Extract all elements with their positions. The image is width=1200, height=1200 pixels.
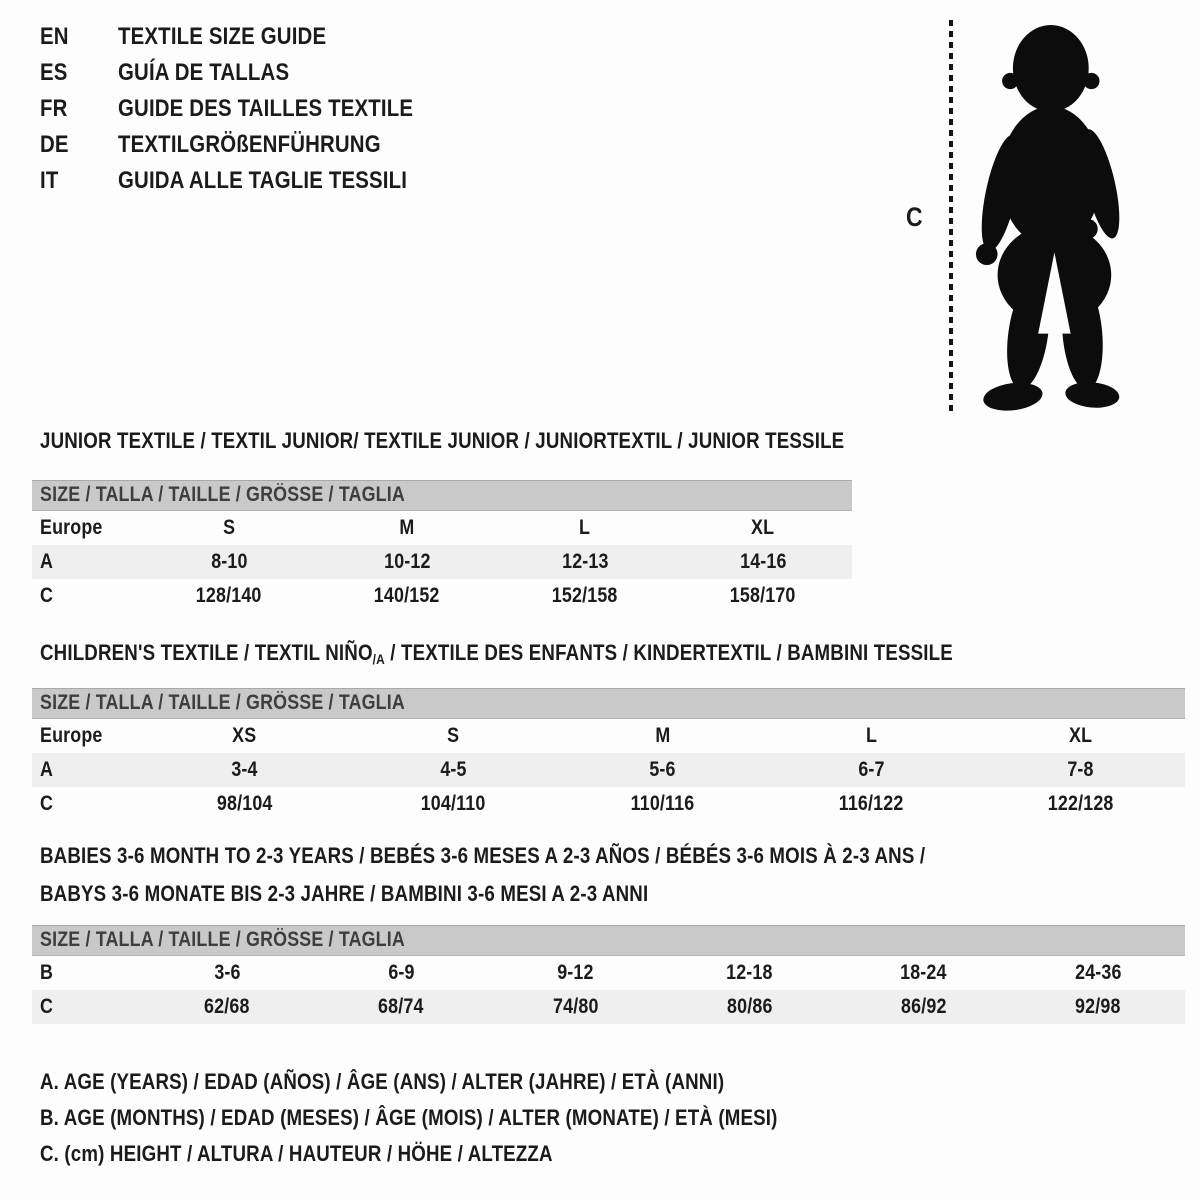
size-header-bar [32, 480, 852, 511]
row-label: C [40, 584, 54, 607]
table-row-height [32, 579, 852, 613]
babies-title-text-line2: BABYS 3-6 MONATE BIS 2-3 JAHRE / BAMBINI 3-6 MESI A 2-3 ANNI [40, 881, 649, 906]
age-cell: 3-4 [231, 758, 258, 781]
junior-section-title [40, 428, 986, 454]
age-cell: 14-16 [739, 550, 787, 573]
height-measure-dashed-line [949, 20, 953, 416]
row-label: Europe [40, 516, 103, 539]
age-cell: 24-36 [1074, 961, 1122, 984]
guide-title: GUÍA DE TALLAS [118, 59, 290, 86]
legend-line-a [40, 1064, 908, 1100]
junior-section-title-text: JUNIOR TEXTILE / TEXTIL JUNIOR/ TEXTILE JUNIOR / JUNIORTEXTIL / JUNIOR TESSILE [40, 428, 845, 453]
height-cell: 68/74 [378, 995, 424, 1018]
size-header-bar [32, 925, 1185, 956]
junior-size-table [32, 480, 852, 613]
age-cell: 6-7 [858, 758, 885, 781]
row-label: A [40, 758, 54, 781]
table-row-age [32, 545, 852, 579]
age-cell: 12-13 [561, 550, 609, 573]
legend-text-a: A. AGE (YEARS) / EDAD (AÑOS) / ÂGE (ANS) / ALTER (JAHRE) / ETÀ (ANNI) [40, 1069, 725, 1094]
row-label: A [40, 550, 54, 573]
size-cell: M [654, 724, 671, 747]
babies-title-text-line1: BABIES 3-6 MONTH TO 2-3 YEARS / BEBÉS 3-6 MESES A 2-3 AÑOS / BÉBÉS 3-6 MOIS À 2-3 ANS / [40, 843, 926, 868]
height-cell: 110/116 [630, 792, 695, 815]
guide-title: TEXTILE SIZE GUIDE [118, 23, 327, 50]
size-cell: M [399, 516, 415, 539]
age-cell: 12-18 [726, 961, 773, 984]
size-cell: S [447, 724, 460, 747]
age-cell: 10-12 [383, 550, 431, 573]
height-cell: 92/98 [1075, 995, 1121, 1018]
height-cell: 86/92 [900, 995, 947, 1018]
legend-line-b [40, 1100, 908, 1136]
children-section-title-text: CHILDREN'S TEXTILE / TEXTIL NIÑO/A / TEXTILE DES ENFANTS / KINDERTEXTIL / BAMBINI TESSILE [40, 640, 953, 667]
legend-text-c: C. (cm) HEIGHT / ALTURA / HAUTEUR / HÖHE / ALTEZZA [40, 1141, 553, 1166]
guide-title: GUIDE DES TAILLES TEXTILE [118, 95, 414, 122]
age-cell: 6-9 [388, 961, 415, 984]
children-section-title [40, 640, 1114, 667]
legend-text-b: B. AGE (MONTHS) / EDAD (MESES) / ÂGE (MOIS) / ALTER (MONATE) / ETÀ (MESI) [40, 1105, 778, 1130]
legend [40, 1064, 908, 1172]
height-cell: 122/128 [1047, 792, 1114, 815]
age-cell: 4-5 [440, 758, 467, 781]
height-cell: 140/152 [374, 584, 440, 607]
height-cell: 74/80 [552, 995, 599, 1018]
guide-title: GUIDA ALLE TAGLIE TESSILI [118, 167, 408, 194]
age-cell: 8-10 [210, 550, 248, 573]
size-cell: XL [1068, 724, 1093, 747]
language-code: IT [40, 167, 59, 194]
row-label: Europe [40, 724, 103, 747]
babies-section-title-line2 [40, 881, 756, 907]
table-row-age [32, 753, 1185, 787]
age-cell: 7-8 [1067, 758, 1094, 781]
language-row-de [40, 127, 465, 163]
row-label: C [40, 792, 54, 815]
table-row-height [32, 787, 1185, 821]
language-code: FR [40, 95, 68, 122]
age-cell: 18-24 [900, 961, 947, 984]
height-cell: 62/68 [204, 995, 250, 1018]
height-figure [880, 0, 1200, 440]
age-cell: 5-6 [649, 758, 676, 781]
language-code: ES [40, 59, 68, 86]
table-row-months [32, 956, 1185, 990]
size-cell: XS [232, 724, 257, 747]
nino-a-subscript: /A [372, 651, 385, 667]
height-cell: 104/110 [421, 792, 486, 815]
language-row-it [40, 163, 465, 199]
height-cell: 98/104 [216, 792, 273, 815]
language-row-es [40, 55, 465, 91]
age-cell: 3-6 [213, 961, 241, 984]
size-cell: L [865, 724, 878, 747]
row-label: B [40, 961, 54, 984]
babies-section-title-line1 [40, 843, 1081, 869]
table-row-europe [32, 511, 852, 545]
height-cell: 152/158 [552, 584, 618, 607]
age-cell: 9-12 [557, 961, 594, 984]
size-cell: XL [751, 516, 775, 539]
language-title-list [40, 19, 465, 199]
size-cell: S [222, 516, 236, 539]
legend-line-c [40, 1136, 908, 1172]
size-header-text: SIZE / TALLA / TAILLE / GRÖSSE / TAGLIA [40, 483, 405, 506]
height-cell: 80/86 [726, 995, 773, 1018]
size-header-text: SIZE / TALLA / TAILLE / GRÖSSE / TAGLIA [40, 928, 405, 951]
size-header-text: SIZE / TALLA / TAILLE / GRÖSSE / TAGLIA [40, 691, 405, 714]
children-size-table [32, 688, 1185, 821]
height-cell: 128/140 [196, 584, 262, 607]
measure-label-c: C [906, 202, 923, 232]
height-cell: 158/170 [730, 584, 796, 607]
height-cell: 116/122 [839, 792, 904, 815]
size-cell: L [579, 516, 591, 539]
row-label: C [40, 995, 54, 1018]
table-row-height [32, 990, 1185, 1024]
babies-size-table [32, 925, 1185, 1024]
language-row-fr [40, 91, 465, 127]
language-row-en [40, 19, 465, 55]
size-header-bar [32, 688, 1185, 719]
guide-title: TEXTILGRÖßENFÜHRUNG [118, 131, 381, 158]
language-code: EN [40, 23, 69, 50]
table-row-europe [32, 719, 1185, 753]
toddler-silhouette-icon [958, 16, 1140, 422]
language-code: DE [40, 131, 69, 158]
